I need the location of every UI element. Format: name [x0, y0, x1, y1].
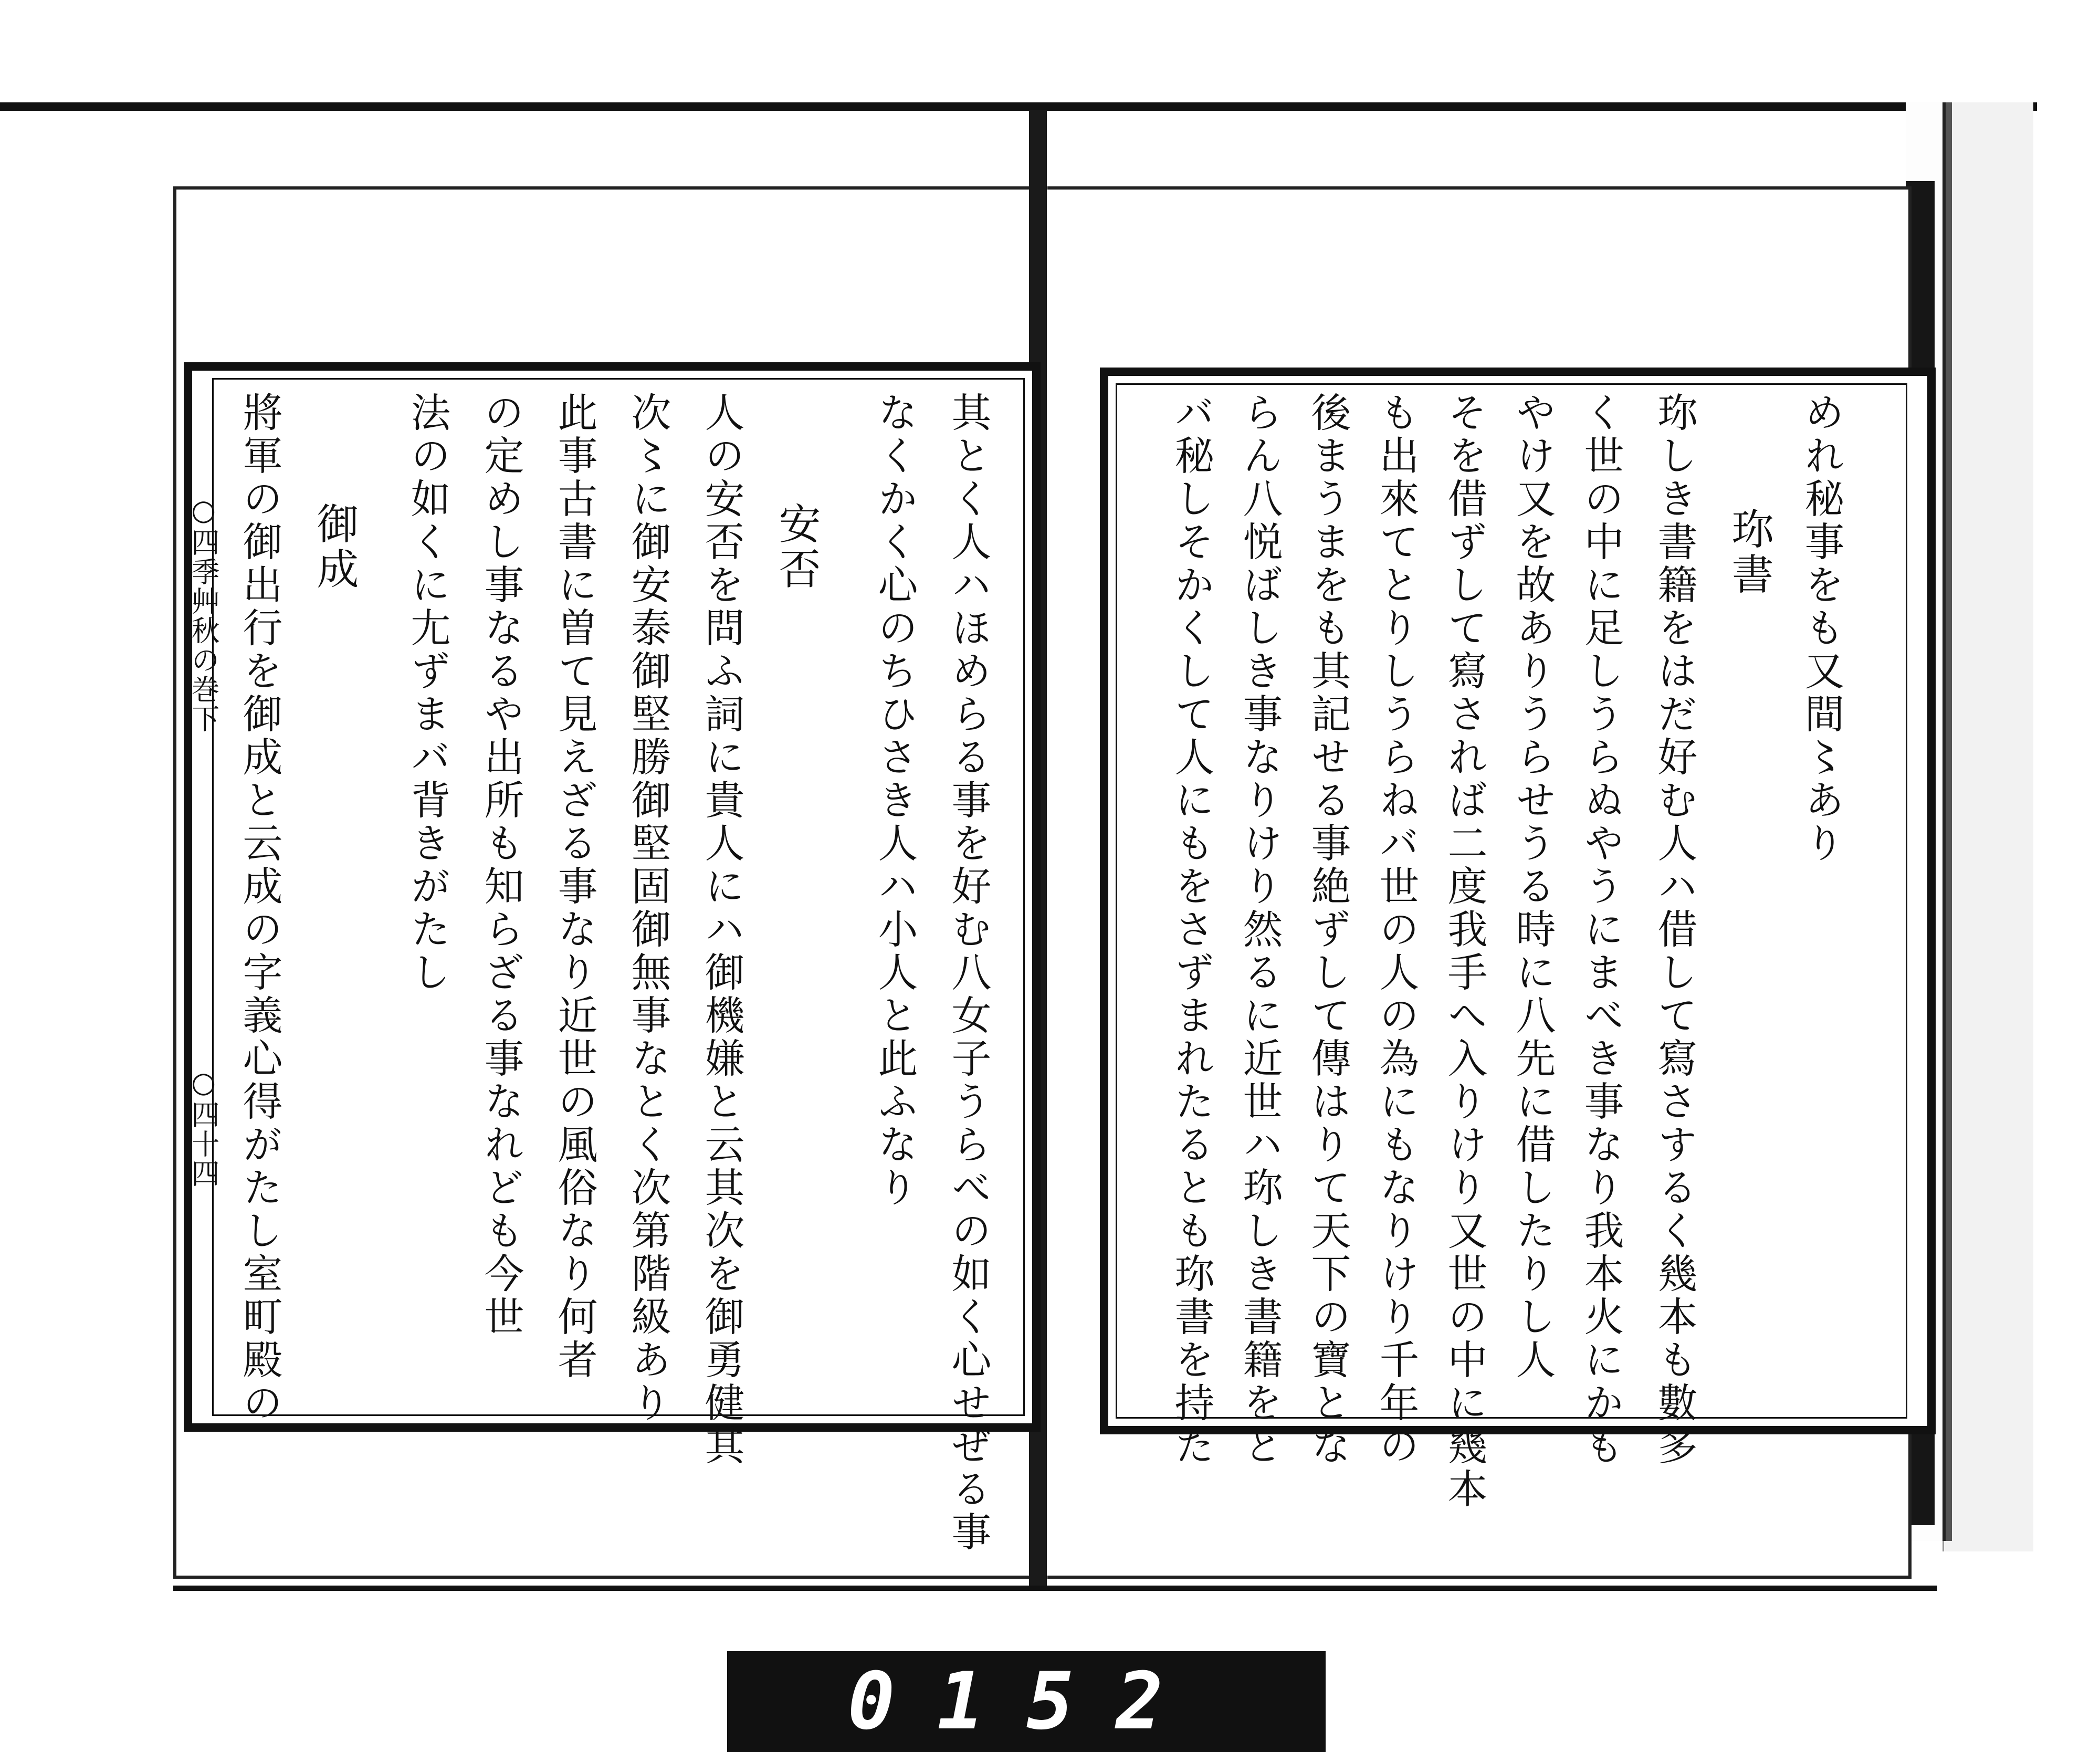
text-column: 次〻に御安泰御堅勝御堅固御無事なとく次第階級あり [625, 392, 671, 1425]
bottom-edge [173, 1586, 1937, 1591]
archive-frame-number [727, 1651, 1326, 1752]
text-column: 後まうまをも其記せる事絶ずして傳はりて天下の寶とな [1305, 392, 1351, 1468]
text-column: 其とく人ハほめらる事を好む八女子うらべの如く心せぜる事 [945, 392, 992, 1554]
text-column: く世の中に足しうらぬやうにまべき事なり我本火にかも [1578, 392, 1624, 1468]
page-number: ○四十四 [187, 1066, 220, 1188]
text-column: なくかく心のちひさき人ハ小人と此ふなり [872, 392, 918, 1210]
text-column: 將軍の御出行を御成と云成の字義心得がたし室町殿の [236, 392, 283, 1425]
text-column: も出來てとりしうらねバ世の人の為にもなりけり千年の [1373, 392, 1420, 1468]
section-heading-chinsho: 珎書 [1725, 507, 1773, 597]
left-text-frame [184, 362, 1041, 1554]
section-heading-onari: 御成 [310, 502, 359, 592]
page-edge-stack [1942, 102, 2033, 1551]
text-column: 此事古書に曽て見えざる事なり近世の風俗なり何者 [551, 392, 598, 1382]
text-column: バ秘しそかくして人にもをさずまれたるとも珎書を持た [1168, 392, 1215, 1468]
text-column: そを借ずして寫されば二度我手へ入りけり又世の中に幾本 [1441, 392, 1488, 1511]
right-text-frame [1100, 368, 1936, 1511]
text-column: の定めし事なるや出所も知らざる事なれども今世 [478, 392, 524, 1339]
text-column: 法の如くに尢ずまバ背きがたし [404, 392, 451, 994]
section-heading-anpi: 安否 [772, 502, 821, 592]
text-column: 珎しき書籍をはだ好む人ハ借して寫さするく幾本も數多 [1651, 392, 1698, 1468]
book-margin-title: ○四季艸秋の巻下 [187, 494, 220, 733]
text-column: 人の安否を問ふ詞に貴人にハ御機嫌と云其次を御勇健其 [698, 392, 745, 1468]
frame-number-text: 0152 [847, 1656, 1205, 1747]
top-binding-bar [0, 102, 2037, 111]
text-column: めれ秘事をも又間〻あり [1798, 392, 1845, 865]
text-column: やけ又を故ありうらせうる時に八先に借したりし人 [1509, 392, 1556, 1382]
text-column: らん八悦ばしき事なりけり然るに近世ハ珎しき書籍をと [1236, 392, 1283, 1468]
